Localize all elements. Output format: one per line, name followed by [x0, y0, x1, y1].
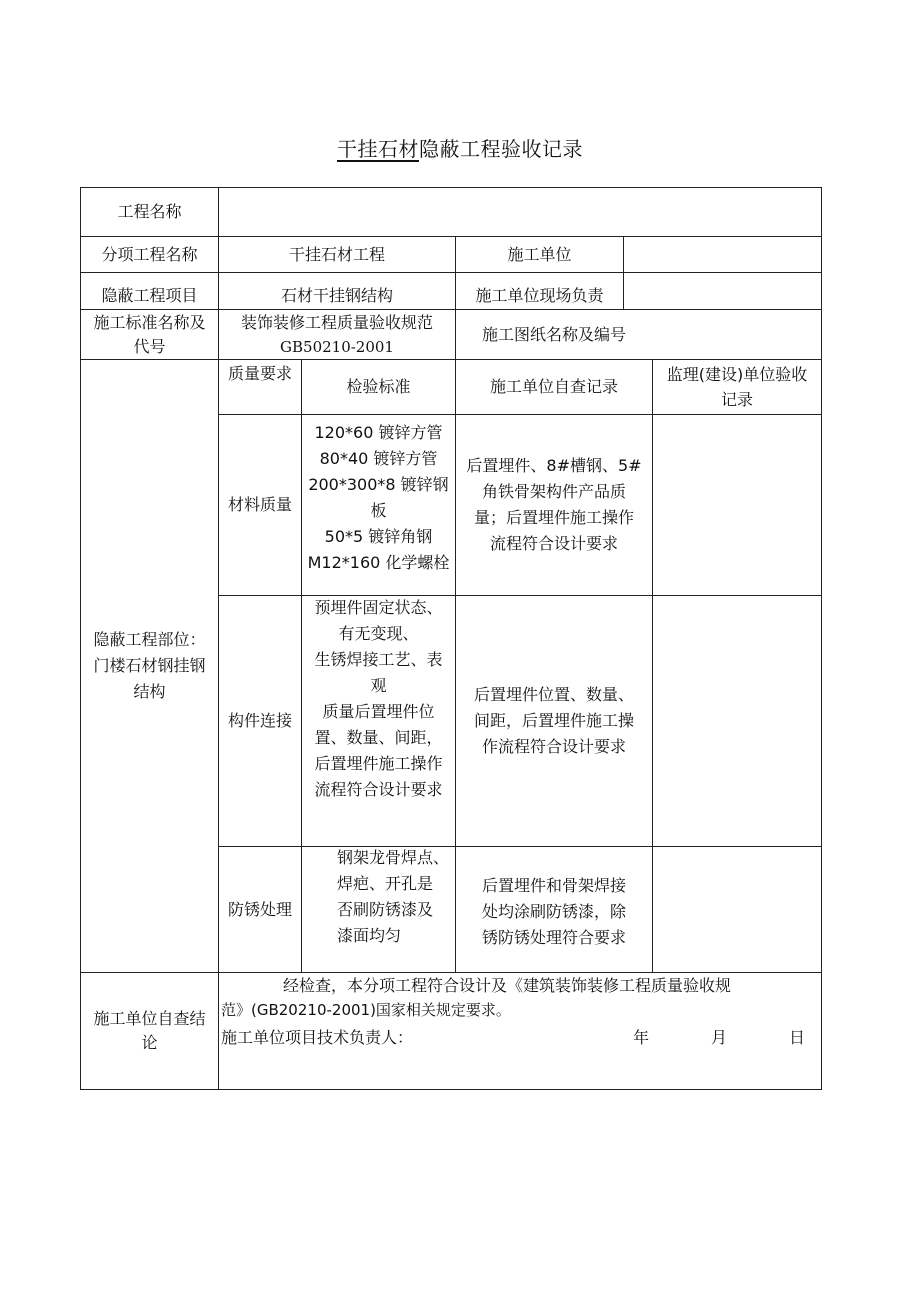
- date-day: 日: [788, 1028, 805, 1047]
- row-rust-standard: [302, 847, 455, 947]
- row-material-supervision[interactable]: [653, 415, 821, 595]
- rust-self-check-line: 锈防锈处理符合要求: [481, 928, 626, 947]
- location-line2: 门楼石材钢挂钢: [93, 656, 206, 675]
- date-fields: [633, 1026, 821, 1050]
- sub-project-label: 分项工程名称: [101, 244, 198, 264]
- standard-value-line1: 装饰装修工程质量验收规范: [240, 312, 433, 332]
- col-self-check-header: 施工单位自查记录: [489, 377, 618, 396]
- conclusion-line2: 范》(GB20210-2001)国家相关规定要求。: [221, 1001, 511, 1019]
- conclusion-label-line2: 论: [141, 1033, 158, 1052]
- construction-unit-label: 施工单位: [507, 244, 572, 264]
- drawing-value[interactable]: [653, 310, 821, 359]
- standard-label-line2: 代号: [133, 336, 166, 356]
- row-connection-standard: [302, 596, 455, 802]
- row-connection-supervision[interactable]: [653, 596, 821, 846]
- col-quality-header: 质量要求: [227, 364, 292, 383]
- connection-standard-line: 后置埋件施工操作: [314, 754, 443, 773]
- rust-standard-line: 焊疤、开孔是: [337, 874, 434, 893]
- title-rest: 隐蔽工程验收记录: [419, 137, 583, 161]
- standard-value: [219, 310, 455, 359]
- row-connection-requirement: 构件连接: [227, 711, 292, 730]
- connection-standard-line: 有无变现、: [338, 624, 419, 643]
- material-standard-line: M12*160 化学螺栓: [307, 552, 450, 572]
- project-name-value[interactable]: [219, 188, 821, 236]
- conclusion-text: [221, 974, 821, 1050]
- col-supervision-line2: 记录: [720, 390, 753, 409]
- standard-label-line1: 施工标准名称及: [93, 312, 206, 332]
- drawing-label: 施工图纸名称及编号: [481, 324, 626, 344]
- material-self-check-line: 量；后置埋件施工操作: [473, 508, 634, 527]
- standard-value-line2: GB50210-2001: [280, 337, 394, 356]
- material-standard-line: 板: [370, 500, 387, 520]
- title-underlined: 干挂石材: [337, 137, 419, 161]
- col-supervision-line1: 监理(建设)单位验收: [666, 365, 808, 384]
- rust-standard-line: 漆面均匀: [337, 926, 402, 945]
- hidden-item-value: 石材干挂钢结构: [280, 286, 393, 305]
- material-self-check-line: 流程符合设计要求: [489, 534, 618, 553]
- row-material-requirement: 材料质量: [227, 495, 292, 514]
- standard-label: [81, 310, 218, 359]
- row-rust-supervision[interactable]: [653, 847, 821, 972]
- connection-standard-line: 质量后置埋件位: [322, 702, 435, 721]
- conclusion-line1: 经检查，本分项工程符合设计及《建筑装饰装修工程质量验收规: [283, 976, 732, 995]
- col-supervision-header: [653, 360, 821, 414]
- signer-label: 施工单位项目技术负责人：: [221, 1028, 414, 1047]
- project-name-label: 工程名称: [117, 202, 182, 221]
- row-rust-requirement: 防锈处理: [227, 899, 292, 919]
- material-standard-line: 120*60 镀锌方管: [314, 422, 443, 442]
- rust-standard-line: 钢架龙骨焊点、: [337, 848, 450, 867]
- rust-self-check-line: 处均涂刷防锈漆，除: [481, 902, 626, 921]
- sub-project-value: 干挂石材工程: [288, 244, 385, 264]
- connection-standard-line: 流程符合设计要求: [314, 780, 443, 799]
- location-line1: 隐蔽工程部位：: [93, 630, 206, 649]
- connection-self-check-line: 作流程符合设计要求: [481, 737, 626, 756]
- material-standard-line: 200*300*8 镀锌钢: [308, 474, 449, 494]
- material-standard-line: 50*5 镀锌角钢: [324, 526, 433, 546]
- conclusion-label-line1: 施工单位自查结: [93, 1009, 206, 1028]
- site-manager-label: 施工单位现场负责: [475, 286, 604, 305]
- date-year: 年: [632, 1028, 649, 1047]
- rust-standard-line: 否刷防锈漆及: [337, 900, 434, 919]
- signature-row: [221, 1026, 821, 1050]
- construction-unit-value[interactable]: [624, 237, 821, 272]
- connection-standard-line: 置、数量、间距，: [314, 728, 443, 747]
- hidden-location: [81, 360, 218, 972]
- conclusion-label: [81, 973, 218, 1089]
- connection-standard-line: 观: [370, 676, 387, 695]
- col-standard-header: 检验标准: [346, 377, 411, 396]
- date-month: 月: [710, 1028, 727, 1047]
- material-standard-line: 80*40 镀锌方管: [319, 448, 438, 468]
- rust-self-check-line: 后置埋件和骨架焊接: [481, 876, 626, 895]
- material-self-check-line: 角铁骨架构件产品质: [481, 482, 626, 501]
- material-self-check-line: 后置埋件、8#槽钢、5#: [466, 456, 642, 475]
- connection-self-check-line: 间距，后置埋件施工操: [473, 711, 634, 730]
- connection-standard-line: 生锈焊接工艺、表: [314, 650, 443, 669]
- row-connection-self-check: [456, 596, 652, 846]
- hidden-item-label: 隐蔽工程项目: [101, 286, 198, 305]
- location-line3: 结构: [133, 682, 166, 701]
- connection-standard-line: 预埋件固定状态、: [314, 598, 443, 617]
- site-manager-value[interactable]: [624, 273, 821, 309]
- row-material-self-check: [456, 415, 652, 595]
- page-title: [0, 133, 920, 162]
- row-rust-self-check: [456, 847, 652, 977]
- connection-self-check-line: 后置埋件位置、数量、: [473, 685, 634, 704]
- row-material-standard: [302, 415, 455, 580]
